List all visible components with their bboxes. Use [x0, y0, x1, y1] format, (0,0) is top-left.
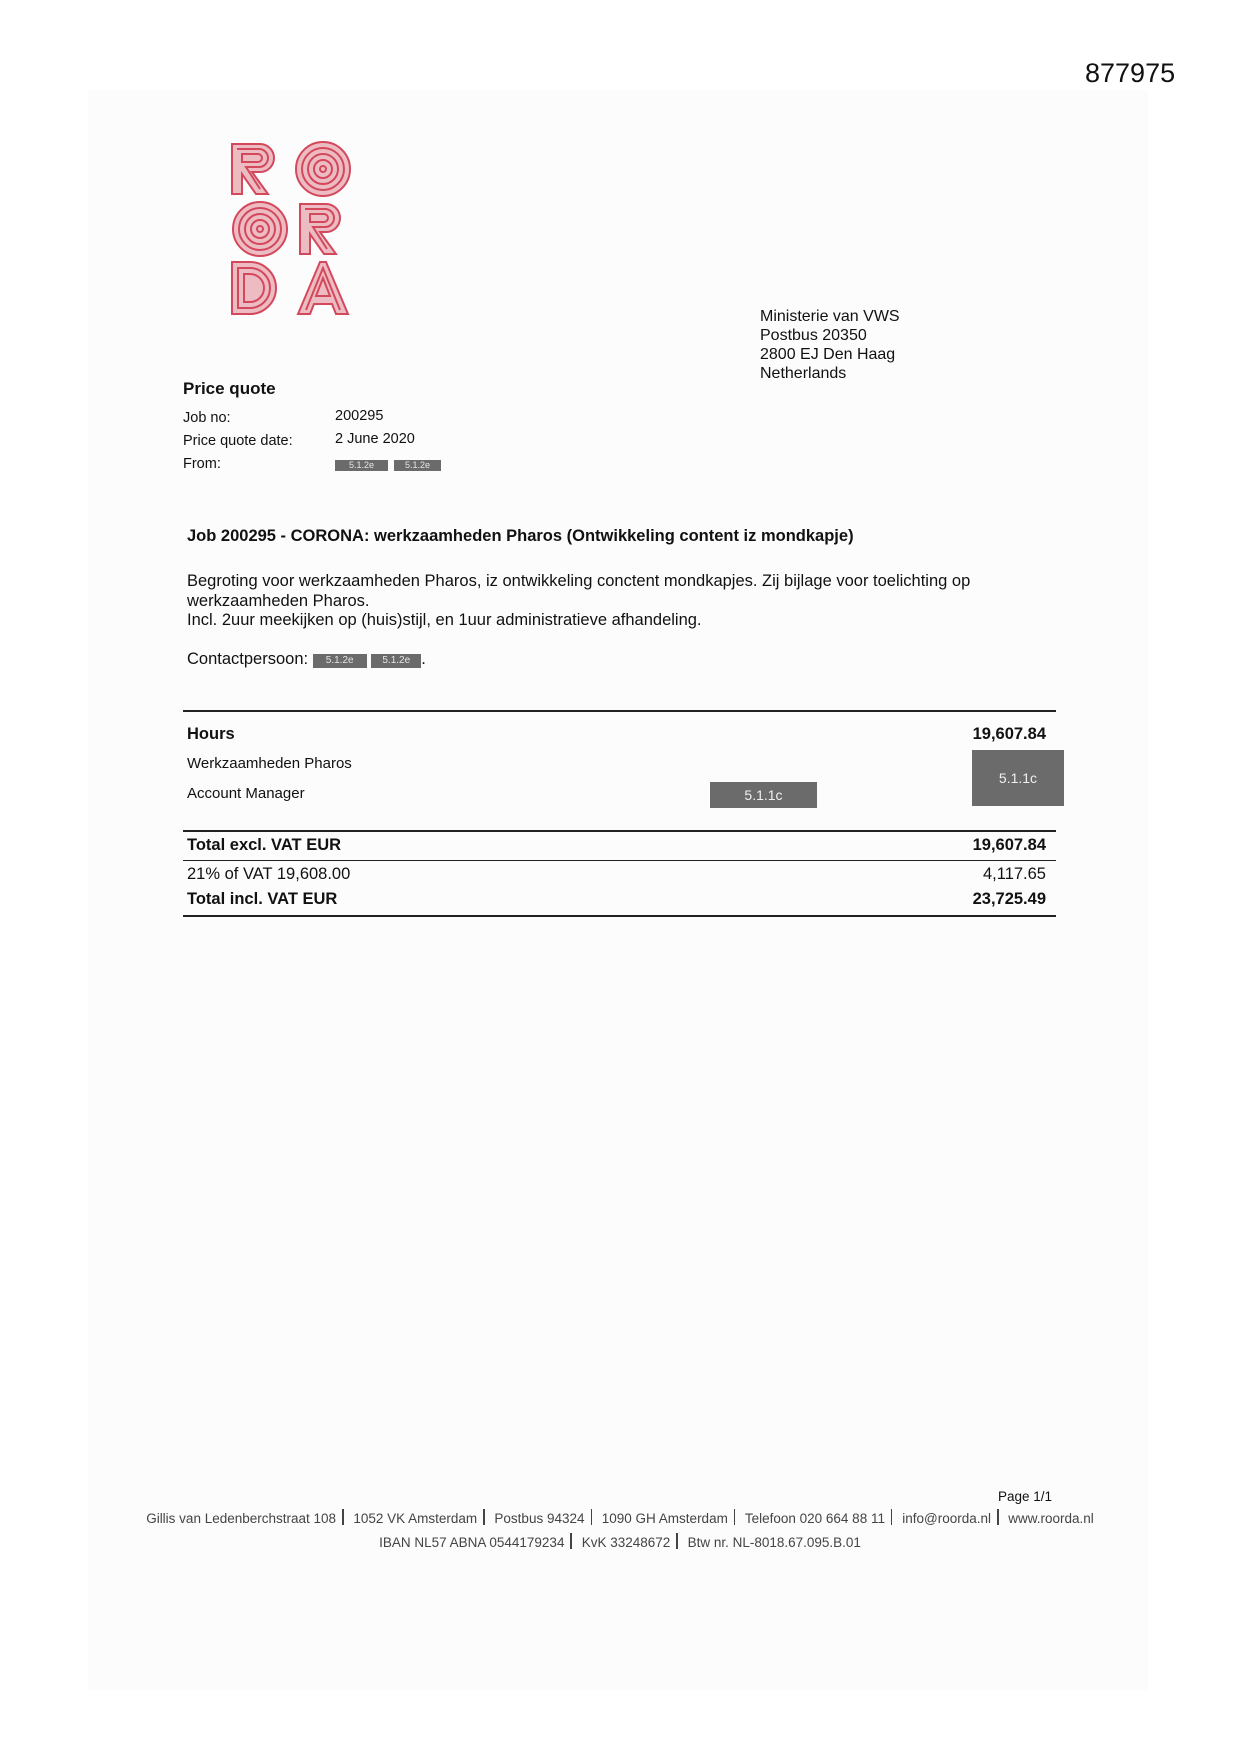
- quote-date-value: 2 June 2020: [335, 431, 415, 447]
- footer-item: IBAN NL57 ABNA 0544179234: [379, 1535, 565, 1550]
- footer-item: Gillis van Ledenberchstraat 108: [146, 1511, 337, 1526]
- footer-item: 1090 GH Amsterdam: [601, 1511, 728, 1526]
- vat-label: 21% of VAT 19,608.00: [187, 865, 351, 883]
- job-title: Job 200295 - CORONA: werkzaamheden Pharos (Ontwikkeling content iz mondkapje): [187, 527, 854, 545]
- redaction-mark: 5.1.2e: [394, 460, 441, 471]
- address-line: Netherlands: [760, 365, 847, 382]
- recipient-address: [760, 307, 900, 383]
- line-item: Werkzaamheden Pharos: [187, 755, 352, 772]
- quote-date-label: Price quote date:: [183, 433, 293, 449]
- job-no-label: Job no:: [183, 410, 231, 426]
- redaction-mark: 5.1.2e: [313, 654, 367, 668]
- from-label: From:: [183, 456, 221, 472]
- footer-item: Telefoon 020 664 88 11: [744, 1511, 885, 1526]
- description-paragraph: Begroting voor werkzaamheden Pharos, iz ontwikkeling conctent mondkapjes. Zij bijlage voor toelichting op werkzaamheden Pharos.: [187, 572, 971, 610]
- line-item: Account Manager: [187, 785, 305, 802]
- total-incl-value: 23,725.49: [972, 890, 1046, 908]
- footer-item: www.roorda.nl: [1008, 1511, 1094, 1526]
- footer-item: info@roorda.nl: [902, 1511, 991, 1526]
- job-no-value: 200295: [335, 408, 384, 424]
- contact-person: [187, 650, 426, 669]
- address-line: Ministerie van VWS: [760, 308, 900, 325]
- from-value: [335, 457, 441, 473]
- redaction-mark: 5.1.2e: [371, 654, 421, 668]
- contact-end: .: [421, 650, 426, 668]
- redacted-rate: 5.1.1c: [710, 782, 817, 808]
- page-number: Page 1/1: [998, 1489, 1053, 1504]
- footer-item: 1052 VK Amsterdam: [353, 1511, 478, 1526]
- total-incl-label: Total incl. VAT EUR: [187, 890, 338, 908]
- contact-label: Contactpersoon:: [187, 650, 309, 668]
- footer-item: KvK 33248672: [581, 1535, 671, 1550]
- description-paragraph: Incl. 2uur meekijken op (huis)stijl, en 1uur administratieve afhandeling.: [187, 611, 702, 629]
- vat-value: 4,117.65: [982, 865, 1046, 883]
- table-top-rule: [183, 710, 1056, 712]
- footer-item: Postbus 94324: [494, 1511, 585, 1526]
- roorda-logo: [228, 140, 356, 318]
- redacted-amount: 5.1.1c: [972, 750, 1064, 806]
- totals-top-rule: [183, 830, 1056, 832]
- total-excl-label: Total excl. VAT EUR: [187, 836, 342, 854]
- job-description: [187, 572, 1047, 631]
- totals-bottom-rule: [183, 915, 1056, 917]
- hours-label: Hours: [187, 725, 235, 743]
- footer-item: Btw nr. NL-8018.67.095.B.01: [687, 1535, 861, 1550]
- document-number: 877975: [1085, 58, 1176, 88]
- footer-registration: [100, 1533, 1140, 1550]
- address-line: Postbus 20350: [760, 327, 867, 344]
- redaction-mark: 5.1.2e: [335, 460, 388, 471]
- address-line: 2800 EJ Den Haag: [760, 346, 896, 363]
- price-quote-title: Price quote: [183, 379, 276, 398]
- total-excl-value: 19,607.84: [972, 836, 1046, 854]
- vat-rule: [183, 860, 1056, 861]
- hours-total: 19,607.84: [972, 725, 1046, 743]
- footer-address: [100, 1509, 1140, 1526]
